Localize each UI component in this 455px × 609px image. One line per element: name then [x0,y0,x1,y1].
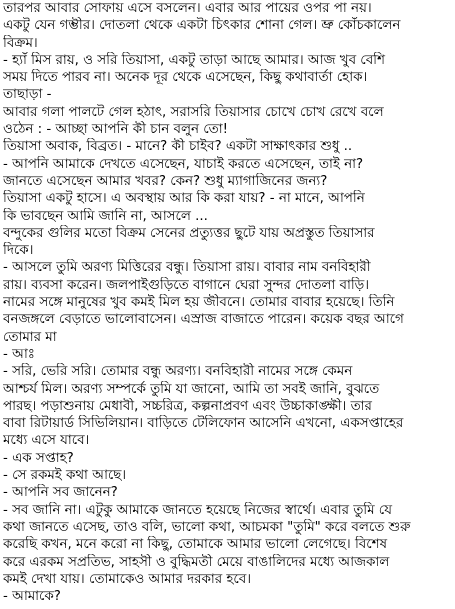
text-line: করেছি কখন, মনে করো না কিছু, তোমাকে আমার ভালো লেগেছে। বিশেষ [3,537,387,553]
text-line: পারছ। পড়াশুনায় মেধাবী, সচ্চরিত্র, কল্পনাপ্রবণ এবং উচ্চাকাঙ্ক্ষী। তার [3,398,372,414]
text-line: তাছাড়া - [3,87,52,103]
text-line: - হ্যাঁ মিস রায়, ও সরি তিয়াসা, একটু তাড়া আছে আমার। আজ খুব বেশি [3,52,385,68]
text-line: রায়। ব্যবসা করেন। জলপাইগুড়িতে বাগানে ঘেরা সুন্দর দোতলা বাড়ি। [3,277,370,293]
document-page [3,0,454,605]
text-line: তিয়াসা একটু হাসে। এ অবস্থায় আর কি করা যায়? - না মানে, আপনি [3,191,365,207]
text-line: - সে রকমই কথা আছে। [3,468,127,484]
text-line: তিয়াসা অবাক, বিব্রত। - মানে? কী চাইব? একটা সাক্ষাৎকার শুধু .. [3,139,353,155]
text-line: - আমাকে? [3,589,61,605]
text-line: একটু যেন গম্ভীর। দোতলা থেকে একটা চিৎকার শোনা গেল। ভ্রু কোঁচকালেন [3,18,401,34]
text-line: - আসলে তুমি অরণ্য মিত্তিরের বন্ধু। তিয়াসা রায়। বাবার নাম বনবিহারী [3,260,371,276]
text-line: কি ভাবছেন আমি জানি না, আসলে ... [3,208,208,224]
text-line: বন্দুকের গুলির মতো বিক্রম সেনের প্রত্যুত্তর ছুটে যায় অপ্রস্তুত তিয়াসার [3,225,375,241]
text-line: আশ্চর্য মিল। অরণ্য সম্পর্কে তুমি যা জানো, আমি তা সবই জানি, বুঝতে [3,381,380,397]
text-line: সময় দিতে পারব না। অনেক দূর থেকে এসেছেন, কিছু কথাবার্তা হোক। [3,70,368,86]
text-line: আবার গলা পালটে গেল হঠাৎ, সরাসরি তিয়াসার চোখে চোখ রেখে বলে [3,104,384,120]
text-line: - আপনি আমাকে দেখতে এসেছেন, যাচাই করতে এসেছেন, তাই না? [3,156,364,172]
text-line: মধ্যে এসে যাবে। [3,433,90,449]
text-line: বিক্রম। [3,35,38,51]
text-line: নামের সঙ্গে মানুষের খুব কমই মিল হয় জীবনে। তোমার বাবার হয়েছে। তিনি [3,295,395,311]
text-line: কথা জানতে এসেছ, তাও বলি, ভালো কথা, আচমকা "তুমি" করে বলতে শুরু [3,519,411,535]
text-line: বাবা রিটায়ার্ড সিভিলিয়ান। বাড়িতে টেলিফোন আসেনি এখনো, একসপ্তাহের [3,416,404,432]
text-line: তারপর আবার সোফায় এসে বসলেন। এবার আর পায়ের ওপর পা নয়। [3,1,372,16]
text-line: তোমার মা [3,329,57,345]
text-line: - আপনি সব জানেন? [3,485,118,501]
text-line: জানতে এসেছেন আমার খবর? কেন? শুধু ম্যাগাজিনের জন্য? [3,173,328,189]
text-line: বনজঙ্গলে বেড়াতে ভালোবাসেন। এস্রাজ বাজাতে পারেন। কয়েক বছর আগে [3,312,404,328]
text-line: - সব জানি না। এটুকু আমাকে জানতে হয়েছে নিজের স্বার্থে। এবার তুমি যে [3,502,392,518]
text-line: - এক সপ্তাহ? [3,450,74,466]
text-line: দিকে। [3,243,34,259]
text-line: ওঠেন : - আচ্ছা আপনি কী চান বলুন তো! [3,122,228,138]
text-line: কমই দেখা যায়। তোমাকেও আমার দরকার হবে। [3,571,251,587]
text-line: - সরি, ভেরি সরি। তোমার বন্ধু অরণ্য। বনবিহারী নামের সঙ্গে কেমন [3,364,353,380]
text-line: - আঃ [3,346,35,362]
text-line: করে এরকম সপ্রতিভ, সাহসী ও বুদ্ধিমতী মেয়ে বাঙালিদের মধ্যে আজকাল [3,554,390,570]
